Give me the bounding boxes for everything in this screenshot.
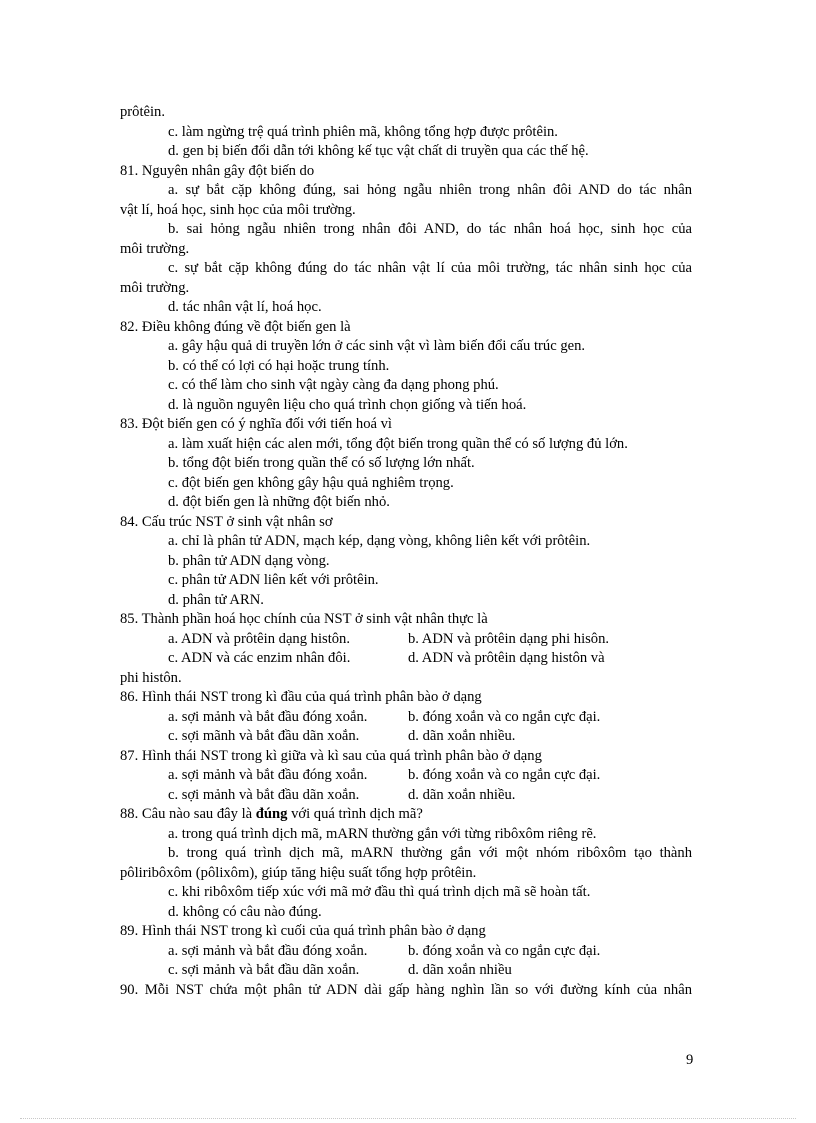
- text-line: [120, 162, 692, 182]
- text-line: [120, 318, 692, 338]
- answer-line: [120, 493, 692, 513]
- line-text: pôliribôxôm (pôlixôm), giúp tăng hiệu suất tổng hợp prôtêin.: [120, 864, 477, 881]
- answer-line: [120, 181, 692, 201]
- line-text: b. có thể có lợi có hại hoặc trung tính.: [168, 357, 390, 374]
- option-right: b. đóng xoắn và co ngắn cực đại.: [408, 767, 601, 783]
- text-line: [120, 610, 692, 630]
- line-text: a. gây hậu quả di truyền lớn ở các sinh vật vì làm biến đổi cấu trúc gen.: [168, 338, 586, 354]
- line-text: c. làm ngừng trệ quá trình phiên mã, không tổng hợp được prôtêin.: [168, 123, 558, 140]
- answer-line: [120, 357, 692, 377]
- two-column-options-row: [120, 708, 692, 728]
- option-right: b. đóng xoắn và co ngắn cực đại.: [408, 942, 601, 959]
- line-text: 85. Thành phần hoá học chính của NST ở sinh vật nhân thực là: [120, 611, 488, 627]
- answer-line: [120, 903, 692, 923]
- text-line: [120, 201, 692, 221]
- line-text: 86. Hình thái NST trong kì đầu của quá trình phân bào ở dạng: [120, 689, 482, 705]
- text-line: [120, 513, 692, 533]
- two-column-options-row: [120, 727, 692, 747]
- answer-line: [120, 376, 692, 396]
- answer-line: [120, 396, 692, 416]
- option-right: d. dãn xoắn nhiều.: [408, 728, 516, 744]
- text-line: [120, 747, 692, 767]
- text-line: [120, 864, 692, 884]
- option-right: d. ADN và prôtêin dạng histôn và: [408, 650, 605, 666]
- answer-line: [120, 123, 692, 143]
- line-text: c. sự bắt cặp không đúng do tác nhân vật lí của môi trường, tác nhân sinh học của: [168, 260, 692, 276]
- line-text: c. khi ribôxôm tiếp xúc với mã mở đầu thì quá trình dịch mã sẽ hoàn tất.: [168, 884, 591, 900]
- line-text-after: với quá trình dịch mã?: [287, 806, 423, 822]
- option-left: c. sợi mảnh và bắt đầu dãn xoắn.: [168, 786, 360, 803]
- option-left: a. sợi mảnh và bắt đầu đóng xoắn.: [168, 767, 368, 783]
- line-text: c. phân tử ADN liên kết với prôtêin.: [168, 572, 379, 588]
- two-column-options-row: [120, 630, 692, 650]
- line-text: vật lí, hoá học, sinh học của môi trường.: [120, 201, 356, 218]
- line-text: b. phân tử ADN dạng vòng.: [168, 552, 330, 569]
- line-text: a. làm xuất hiện các alen mới, tổng đột biến trong quần thể có số lượng đủ lớn.: [168, 435, 628, 452]
- page-bottom-divider: [20, 1118, 796, 1119]
- text-line: [120, 103, 692, 123]
- text-line: [120, 805, 692, 825]
- answer-line: [120, 591, 692, 611]
- line-text: 81. Nguyên nhân gây đột biến do: [120, 162, 315, 179]
- two-column-options-row: [120, 649, 692, 669]
- text-line: [120, 669, 692, 689]
- two-column-options-row: [120, 942, 692, 962]
- text-line: [120, 981, 692, 1001]
- line-text: b. sai hỏng ngẫu nhiên trong nhân đôi AND, do tác nhân hoá học, sinh học của: [168, 221, 692, 237]
- line-text: môi trường.: [120, 279, 190, 296]
- answer-line: [120, 474, 692, 494]
- answer-line: [120, 454, 692, 474]
- line-text: b. tổng đột biến trong quần thể có số lượng lớn nhất.: [168, 455, 475, 471]
- answer-line: [120, 532, 692, 552]
- answer-line: [120, 435, 692, 455]
- line-text: 83. Đột biến gen có ý nghĩa đối với tiến hoá vì: [120, 416, 392, 432]
- line-text: c. có thể làm cho sinh vật ngày càng đa dạng phong phú.: [168, 377, 499, 393]
- line-text: 90. Mỗi NST chứa một phân tử ADN dài gấp hàng nghìn lần so với đường kính của nhân: [120, 981, 692, 998]
- two-column-options-row: [120, 766, 692, 786]
- line-text: 88. Câu nào sau đây là: [120, 806, 256, 822]
- page-number: 9: [686, 1052, 694, 1068]
- line-text: a. trong quá trình dịch mã, mARN thường gắn với từng ribôxôm riêng rẽ.: [168, 825, 597, 842]
- line-text: a. chỉ là phân tử ADN, mạch kép, dạng vòng, không liên kết với prôtêin.: [168, 533, 591, 549]
- text-line: [120, 922, 692, 942]
- two-column-options-row: [120, 786, 692, 806]
- line-text: 82. Điều không đúng về đột biến gen là: [120, 318, 351, 335]
- text-line: [120, 240, 692, 260]
- text-line: [120, 279, 692, 299]
- line-text: c. đột biến gen không gây hậu quả nghiêm trọng.: [168, 474, 454, 491]
- line-text: 87. Hình thái NST trong kì giữa và kì sau của quá trình phân bào ở dạng: [120, 747, 542, 764]
- option-left: c. sợi mãnh và bắt đầu dãn xoắn.: [168, 728, 360, 744]
- answer-line: [120, 883, 692, 903]
- option-right: b. ADN và prôtêin dạng phi hisôn.: [408, 630, 610, 647]
- answer-line: [120, 552, 692, 572]
- line-text: d. phân tử ARN.: [168, 591, 264, 608]
- answer-line: [120, 220, 692, 240]
- line-text: 84. Cấu trúc NST ở sinh vật nhân sơ: [120, 513, 333, 530]
- answer-line: [120, 142, 692, 162]
- option-right: d. dãn xoắn nhiều.: [408, 786, 516, 803]
- two-column-options-row: [120, 961, 692, 981]
- line-text: d. gen bị biến đổi dẫn tới không kế tục vật chất di truyền qua các thế hệ.: [168, 143, 589, 159]
- line-text: môi trường.: [120, 240, 190, 257]
- answer-line: [120, 825, 692, 845]
- line-text: d. không có câu nào đúng.: [168, 903, 322, 920]
- option-right: d. dãn xoắn nhiều: [408, 962, 512, 978]
- line-text: b. trong quá trình dịch mã, mARN thường gắn với một nhóm ribôxôm tạo thành: [168, 845, 692, 861]
- line-text: a. sự bắt cặp không đúng, sai hỏng ngẫu nhiên trong nhân đôi AND do tác nhân: [168, 182, 692, 198]
- answer-line: [120, 298, 692, 318]
- line-text: d. đột biến gen là những đột biến nhỏ.: [168, 494, 390, 510]
- line-text: phi histôn.: [120, 669, 182, 686]
- answer-line: [120, 571, 692, 591]
- option-left: c. sợi mảnh và bắt đầu dãn xoắn.: [168, 962, 360, 978]
- option-left: a. sợi mảnh và bắt đầu đóng xoắn.: [168, 708, 368, 725]
- answer-line: [120, 844, 692, 864]
- line-text: d. là nguồn nguyên liệu cho quá trình chọn giống và tiến hoá.: [168, 396, 527, 413]
- line-text: d. tác nhân vật lí, hoá học.: [168, 299, 322, 315]
- line-text: prôtêin.: [120, 104, 165, 120]
- text-line: [120, 688, 692, 708]
- option-left: c. ADN và các enzim nhân đôi.: [168, 650, 351, 666]
- option-left: a. sợi mảnh và bắt đầu đóng xoắn.: [168, 942, 368, 959]
- text-line: [120, 415, 692, 435]
- answer-line: [120, 337, 692, 357]
- emphasis-text: đúng: [255, 806, 288, 822]
- line-text: 89. Hình thái NST trong kì cuối của quá trình phân bào ở dạng: [120, 923, 486, 939]
- document-body: [120, 103, 692, 1000]
- answer-line: [120, 259, 692, 279]
- option-left: a. ADN và prôtêin dạng histôn.: [168, 630, 350, 647]
- option-right: b. đóng xoắn và co ngắn cực đại.: [408, 708, 601, 725]
